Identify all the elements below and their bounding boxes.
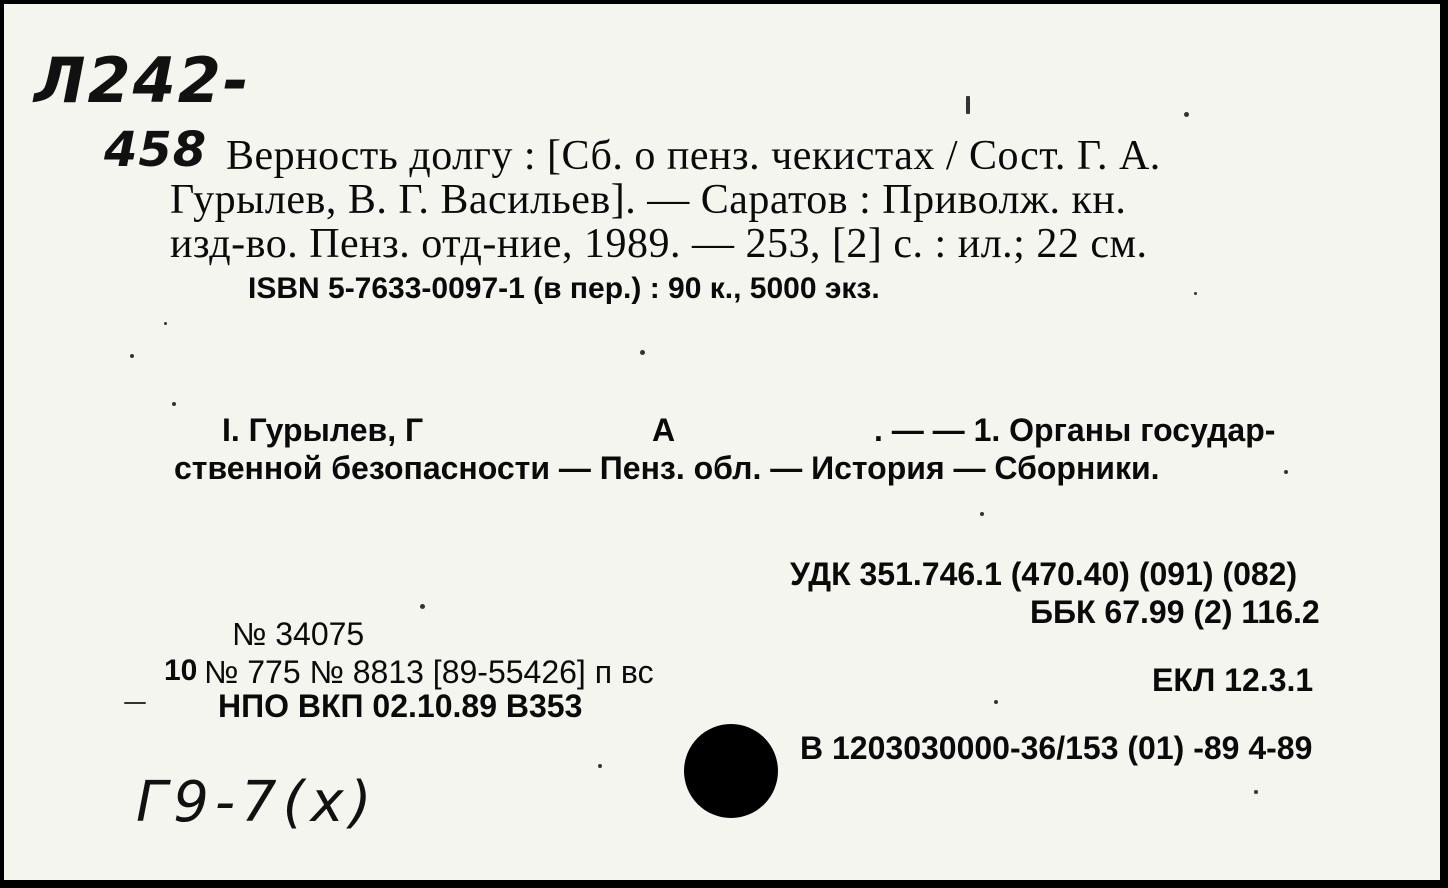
ekl-code: ЕКЛ 12.3.1 <box>1152 662 1314 698</box>
print-info-line-2-num: 10 <box>164 654 198 687</box>
order-number: № 34075 <box>232 616 365 652</box>
scan-speck <box>1254 790 1258 794</box>
bbk-code: ББК 67.99 (2) 116.2 <box>1030 594 1320 630</box>
scan-speck <box>598 764 602 768</box>
handwritten-call-number-bottom: 458 <box>104 122 208 178</box>
catalog-code: В 1203030000-36/153 (01) -89 4-89 <box>800 730 1313 766</box>
udk-code: УДК 351.746.1 (470.40) (091) (082) <box>790 556 1298 592</box>
scan-speck <box>640 350 645 355</box>
entry-title-line-1 <box>226 132 1161 180</box>
scan-speck <box>1284 470 1288 474</box>
subjects-line-1-initial: А <box>652 412 676 448</box>
scan-speck <box>172 402 176 406</box>
handwritten-footer-code: Г9-7(х) <box>136 770 378 835</box>
punch-hole <box>684 724 778 818</box>
entry-title-line-1-text: Верность долгу : [Сб. о пенз. чекистах / Сост. Г. А. <box>226 133 1161 179</box>
isbn-line: ISBN 5-7633-0097-1 (в пер.) : 90 к., 5000 экз. <box>248 272 880 305</box>
subjects-line-1-rest: . — — 1. Органы государ- <box>874 412 1276 448</box>
scan-speck <box>994 700 998 704</box>
scan-speck <box>164 322 167 325</box>
scan-speck <box>420 604 425 609</box>
entry-title-line-3: изд-во. Пенз. отд-ние, 1989. — 253, [2] с. : ил.; 22 см. <box>170 221 1148 267</box>
scan-speck <box>1184 112 1189 117</box>
handwritten-call-number-top: Л242- <box>34 44 251 117</box>
scan-speck <box>1194 292 1197 295</box>
print-info-line-3: НПО ВКП 02.10.89 В353 <box>218 688 583 724</box>
scan-speck <box>966 96 970 114</box>
subjects-line-1-author: I. Гурылев, Г <box>222 412 424 448</box>
scan-speck <box>130 354 134 358</box>
scan-speck <box>124 702 146 704</box>
print-info-line-2: № 775 № 8813 [89-55426] п вс <box>204 654 654 690</box>
subjects-line-2: ственной безопасности — Пенз. обл. — История — Сборники. <box>174 450 1160 486</box>
card-paper <box>4 4 1440 880</box>
scan-speck <box>980 512 984 516</box>
entry-title-line-2: Гурылев, В. Г. Васильев]. — Саратов : Приволж. кн. <box>170 177 1127 223</box>
